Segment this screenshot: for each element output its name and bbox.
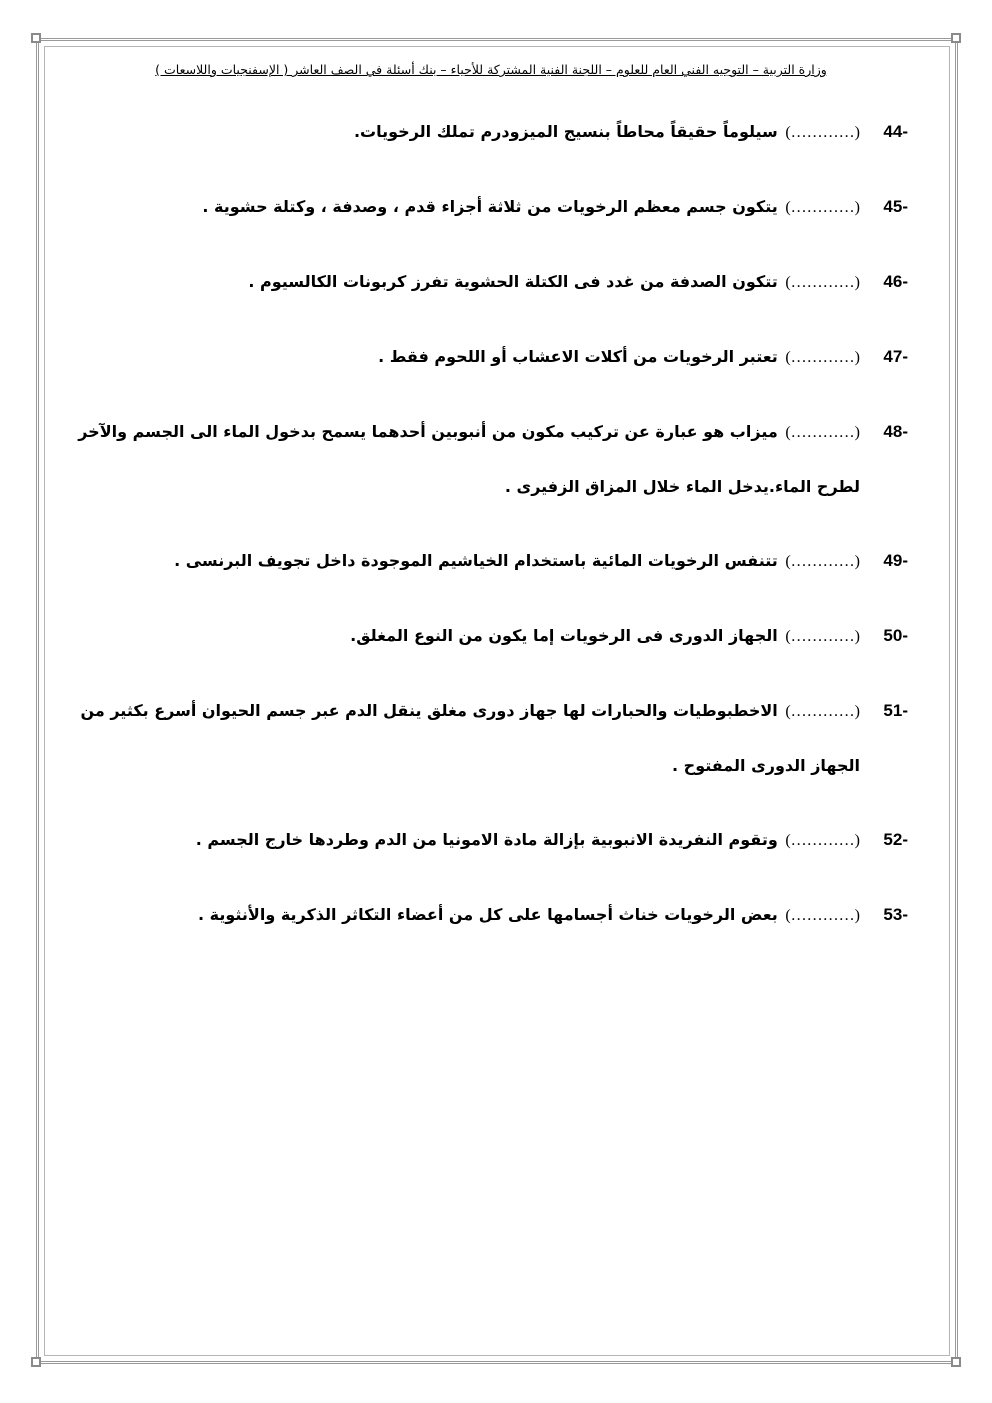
question-text: الاخطبوطيات والحبارات لها جهاز دورى مغلق ينقل الدم عبر جسم الحيوان أسرع بكثير من xyxy=(80,701,778,720)
question-number: 53- xyxy=(883,905,908,924)
question-number: 46- xyxy=(883,272,908,291)
question-text: تتنفس الرخويات المائية باستخدام الخياشيم الموجودة داخل تجويف البرنسى . xyxy=(174,551,778,570)
answer-blank[interactable]: (…………) xyxy=(785,349,860,366)
question-number: 48- xyxy=(883,422,908,441)
question-text: تتكون الصدفة من غدد فى الكتلة الحشوية تفرز كربونات الكالسيوم . xyxy=(248,272,778,291)
question-number: 52- xyxy=(883,830,908,849)
border-corner-ornament xyxy=(951,33,961,43)
question-number: 44- xyxy=(883,122,908,141)
question-item xyxy=(60,262,908,303)
answer-blank[interactable]: (…………) xyxy=(785,553,860,570)
question-line xyxy=(60,112,860,153)
answer-blank[interactable]: (…………) xyxy=(785,907,860,924)
question-line xyxy=(60,895,860,936)
question-list xyxy=(60,112,908,970)
question-number: 50- xyxy=(883,626,908,645)
question-number: 45- xyxy=(883,197,908,216)
question-number: 47- xyxy=(883,347,908,366)
question-line xyxy=(60,691,860,732)
answer-blank[interactable]: (…………) xyxy=(785,274,860,291)
answer-blank[interactable]: (…………) xyxy=(785,703,860,720)
question-item xyxy=(60,616,908,657)
border-corner-ornament xyxy=(31,1357,41,1367)
answer-blank[interactable]: (…………) xyxy=(785,832,860,849)
question-text: ميزاب هو عبارة عن تركيب مكون من أنبوبين أحدهما يسمح بدخول الماء الى الجسم والآخر xyxy=(78,422,778,441)
question-number: 51- xyxy=(883,701,908,720)
border-corner-ornament xyxy=(31,33,41,43)
question-item xyxy=(60,895,908,936)
question-line-continued: الجهاز الدورى المفتوح . xyxy=(672,756,860,775)
question-text: سيلوماً حقيقاً محاطاً بنسيج الميزودرم تملك الرخويات. xyxy=(353,122,778,141)
question-line xyxy=(60,262,860,303)
question-text: الجهاز الدورى فى الرخويات إما يكون من النوع المغلق. xyxy=(350,626,778,645)
question-line xyxy=(60,820,860,861)
answer-blank[interactable]: (…………) xyxy=(785,628,860,645)
question-item xyxy=(60,691,908,786)
question-line xyxy=(60,412,860,453)
question-item xyxy=(60,112,908,153)
answer-blank[interactable]: (…………) xyxy=(785,124,860,141)
answer-blank[interactable]: (…………) xyxy=(785,424,860,441)
question-item xyxy=(60,412,908,507)
border-corner-ornament xyxy=(951,1357,961,1367)
question-number: 49- xyxy=(883,551,908,570)
question-line xyxy=(60,187,860,228)
question-text: بعض الرخويات خناث أجسامها على كل من أعضاء التكاثر الذكرية والأنثوية . xyxy=(197,905,778,924)
question-text: تعتبر الرخويات من أكلات الاعشاب أو اللحوم فقط . xyxy=(378,347,778,366)
question-item xyxy=(60,337,908,378)
question-text: يتكون جسم معظم الرخويات من ثلاثة أجزاء قدم ، وصدفة ، وكتلة حشوية . xyxy=(202,197,778,216)
page-header: وزارة التربية – التوجيه الفني العام للعلوم – اللجنة الفنية المشتركة للأحياء – بنك أسئلة في الصف العاشر ( الإسفنجيات واللاسعات ) xyxy=(155,62,827,77)
question-text: وتقوم النفريدة الانبوبية بإزالة مادة الامونيا من الدم وطردها خارج الجسم . xyxy=(195,830,778,849)
answer-blank[interactable]: (…………) xyxy=(785,199,860,216)
question-line xyxy=(60,616,860,657)
question-line-continued: لطرح الماء.يدخل الماء خلال المزاق الزفيرى . xyxy=(504,477,860,496)
question-line xyxy=(60,337,860,378)
question-item xyxy=(60,541,908,582)
question-item xyxy=(60,820,908,861)
question-line xyxy=(60,541,860,582)
question-item xyxy=(60,187,908,228)
